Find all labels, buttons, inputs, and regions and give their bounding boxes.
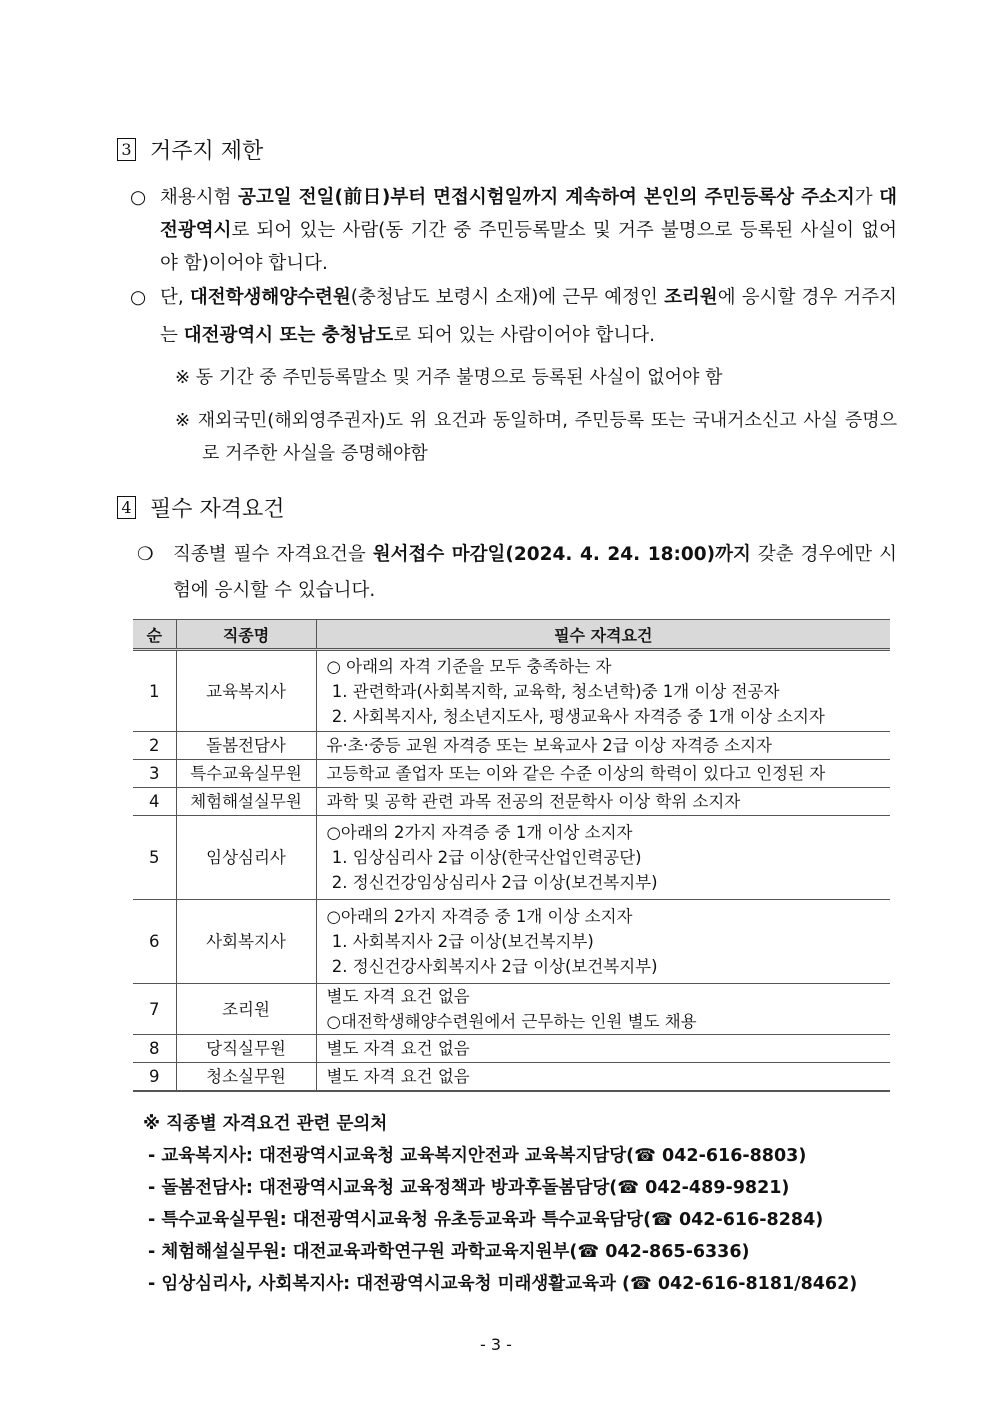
- table-row: [133, 788, 890, 816]
- requirement-cell: [316, 788, 890, 816]
- section-4-heading: [117, 492, 285, 523]
- requirement-line: 별도 자격 요건 없음: [326, 987, 470, 1006]
- header-no: 순: [133, 620, 176, 650]
- job-title: 체험해설실무원: [176, 788, 316, 816]
- job-title: 돌봄전담사: [176, 732, 316, 760]
- contact-item-2: - 돌봄전담사: 대전광역시교육청 교육정책과 방과후돌봄담당(☎ 042-489-9821): [148, 1178, 790, 1198]
- requirement-line: 1. 임상심리사 2급 이상(한국산업인력공단): [326, 848, 642, 867]
- section-4-number: 4: [117, 496, 136, 519]
- job-title: 임상심리사: [176, 816, 316, 900]
- requirement-cell: [316, 1035, 890, 1063]
- requirement-cell: [316, 816, 890, 900]
- table-row: [133, 760, 890, 788]
- row-number: 3: [133, 760, 176, 788]
- row-number: 6: [133, 900, 176, 984]
- section-3-title: 거주지 제한: [150, 139, 264, 164]
- section-3-number: 3: [117, 138, 136, 161]
- requirement-cell: [316, 1063, 890, 1091]
- table-row: [133, 816, 890, 900]
- requirement-line: 1. 사회복지사 2급 이상(보건복지부): [326, 932, 594, 951]
- contact-item-4: - 체험해설실무원: 대전교육과학연구원 과학교육지원부(☎ 042-865-6336): [148, 1242, 750, 1262]
- section-4-paragraph-1: ❍ 직종별 필수 자격요건을 원서접수 마감일(2024. 4. 24. 18:00)까지 갖춘 경우에만 시험에 응시할 수 있습니다.: [173, 537, 897, 609]
- section-3-paragraph-2: ○ 단, 대전학생해양수련원(충청남도 보령시 소재)에 근무 예정인 조리원에 응시할 경우 거주지는 대전광역시 또는 충청남도로 되어 있는 사람이어야 합니다.: [160, 279, 897, 355]
- requirement-line: 2. 정신건강사회복지사 2급 이상(보건복지부): [326, 957, 658, 976]
- table-row: [133, 900, 890, 984]
- requirement-cell: [316, 984, 890, 1035]
- requirement-line: 2. 정신건강임상심리사 2급 이상(보건복지부): [326, 873, 658, 892]
- table-header-row: [133, 620, 890, 650]
- job-title: 사회복지사: [176, 900, 316, 984]
- table-row: [133, 984, 890, 1035]
- row-number: 4: [133, 788, 176, 816]
- bullet-circle: ○: [130, 187, 147, 208]
- requirement-line: 별도 자격 요건 없음: [326, 1066, 470, 1086]
- job-title: 특수교육실무원: [176, 760, 316, 788]
- row-number: 1: [133, 650, 176, 732]
- row-number: 7: [133, 984, 176, 1035]
- section-3-paragraph-1: ○ 채용시험 공고일 전일(前日)부터 면접시험일까지 계속하여 본인의 주민등록상 주소지가 대전광역시로 되어 있는 사람(동 기간 중 주민등록말소 및 거주 불명으로 등록된 사실이 없어야 함)이어야 합니다.: [160, 181, 897, 280]
- job-title: 조리원: [176, 984, 316, 1035]
- requirement-line: ○대전학생해양수련원에서 근무하는 인원 별도 채용: [326, 1012, 697, 1031]
- requirement-line: 유·초·중등 교원 자격증 또는 보육교사 2급 이상 자격증 소지자: [326, 736, 772, 755]
- section-3-heading: [117, 134, 263, 165]
- requirement-line: 고등학교 졸업자 또는 이와 같은 수준 이상의 학력이 있다고 인정된 자: [326, 764, 826, 783]
- row-number: 5: [133, 816, 176, 900]
- requirement-line: ○ 아래의 자격 기준을 모두 충족하는 자: [326, 656, 612, 676]
- header-requirement: 필수 자격요건: [316, 620, 890, 650]
- bullet-circle: ○: [130, 287, 147, 308]
- requirement-line: 별도 자격 요건 없음: [326, 1039, 470, 1058]
- contact-item-5: - 임상심리사, 사회복지사: 대전광역시교육청 미래생활교육과 (☎ 042-616-8181/8462): [148, 1274, 858, 1294]
- job-title: 청소실무원: [176, 1063, 316, 1091]
- section-3-note-2: ※ 재외국민(해외영주권자)도 위 요건과 동일하며, 주민등록 또는 국내거소신고 사실 증명으로 거주한 사실을 증명해야함: [175, 410, 897, 464]
- table-row: [133, 1035, 890, 1063]
- requirement-line: ○아래의 2가지 자격증 중 1개 이상 소지자: [326, 823, 633, 842]
- row-number: 8: [133, 1035, 176, 1063]
- table-row: [133, 1063, 890, 1091]
- job-title: 교육복지사: [176, 650, 316, 732]
- contact-item-3: - 특수교육실무원: 대전광역시교육청 유초등교육과 특수교육담당(☎ 042-616-8284): [148, 1210, 824, 1230]
- contact-item-1: - 교육복지사: 대전광역시교육청 교육복지안전과 교육복지담당(☎ 042-616-8803): [148, 1146, 807, 1166]
- section-4-title: 필수 자격요건: [150, 497, 285, 522]
- bullet-hollow-circle: ❍: [137, 544, 154, 565]
- requirements-table: [133, 619, 890, 1092]
- table-row: [133, 650, 890, 732]
- requirement-cell: [316, 732, 890, 760]
- requirement-cell: [316, 900, 890, 984]
- requirement-line: 2. 사회복지사, 청소년지도사, 평생교육사 자격증 중 1개 이상 소지자: [326, 706, 825, 726]
- requirement-cell: [316, 650, 890, 732]
- row-number: 9: [133, 1063, 176, 1091]
- requirement-cell: [316, 760, 890, 788]
- page-number: - 3 -: [480, 1335, 512, 1354]
- header-job: 직종명: [176, 620, 316, 650]
- requirement-line: 과학 및 공학 관련 과목 전공의 전문학사 이상 학위 소지자: [326, 792, 741, 811]
- section-3-note-1: ※ 동 기간 중 주민등록말소 및 거주 불명으로 등록된 사실이 없어야 함: [175, 367, 723, 388]
- table-body: [133, 650, 890, 1091]
- requirement-line: 1. 관련학과(사회복지학, 교육학, 청소년학)중 1개 이상 전공자: [326, 681, 780, 701]
- table-row: [133, 732, 890, 760]
- job-title: 당직실무원: [176, 1035, 316, 1063]
- row-number: 2: [133, 732, 176, 760]
- contacts-title: ※ 직종별 자격요건 관련 문의처: [143, 1114, 388, 1134]
- requirement-line: ○아래의 2가지 자격증 중 1개 이상 소지자: [326, 907, 633, 926]
